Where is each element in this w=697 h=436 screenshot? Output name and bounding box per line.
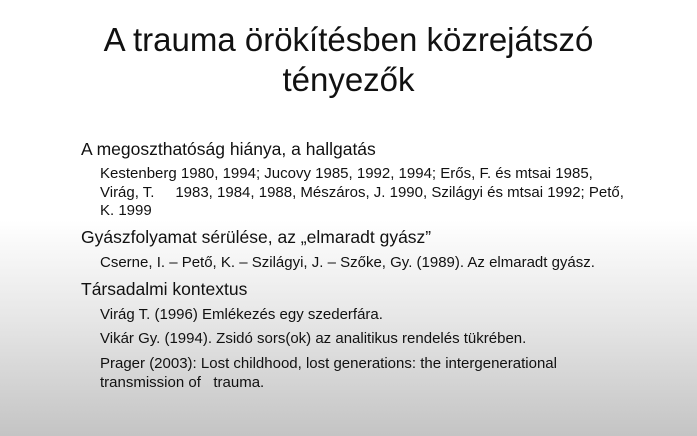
section-heading: A megoszthatóság hiánya, a hallgatás — [81, 139, 376, 159]
title-line-2: tényezők — [282, 61, 415, 98]
reference-item: Virág T. (1996) Emlékezés egy szederfára. — [100, 306, 383, 323]
reference-line: transmission of trauma. — [100, 373, 265, 391]
reference-item — [100, 355, 680, 392]
reference-line: Prager (2003): Lost childhood, lost generations: the intergenerational — [100, 355, 557, 372]
reference-item — [100, 165, 680, 221]
reference-item: Vikár Gy. (1994). Zsidó sors(ok) az analitikus rendelés tükrében. — [100, 330, 527, 347]
section-heading: Gyászfolyamat sérülése, az „elmaradt gyász” — [81, 227, 432, 247]
title-line-1: A trauma örökítésben közrejátszó — [103, 21, 594, 58]
reference-item: Cserne, I. – Pető, K. – Szilágyi, J. – Szőke, Gy. (1989). Az elmaradt gyász. — [100, 254, 595, 271]
slide-title — [0, 20, 697, 100]
section-heading: Társadalmi kontextus — [81, 279, 248, 299]
reference-line: Kestenberg 1980, 1994; Jucovy 1985, 1992, 1994; Erős, F. és mtsai 1985, — [100, 165, 593, 182]
reference-line: K. 1999 — [100, 202, 152, 219]
reference-line: Virág, T. 1983, 1984, 1988, Mészáros, J. 1990, Szilágyi és mtsai 1992; Pető, — [100, 183, 624, 201]
